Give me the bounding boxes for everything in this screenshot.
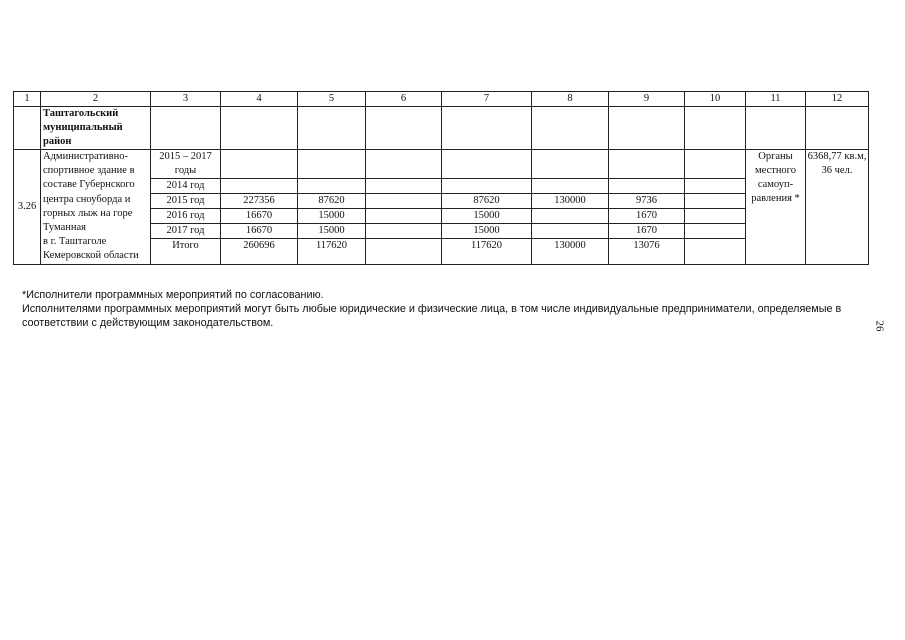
col-header: 9 <box>609 92 685 107</box>
footnote-1: *Исполнители программных мероприятий по согласованию. <box>22 289 324 301</box>
period-cell: 2015 – 2017 годы <box>151 150 221 179</box>
table-row: 2017 год 16670 15000 15000 1670 <box>14 224 869 239</box>
executor-cell: Органы местного самоуп- равления * <box>746 150 806 265</box>
district-row <box>14 107 869 150</box>
col-header: 2 <box>41 92 151 107</box>
period-cell: 2014 год <box>151 179 221 194</box>
col-header: 3 <box>151 92 221 107</box>
col-header: 12 <box>806 92 869 107</box>
footnote-2: Исполнителями программных мероприятий могут быть любые юридические и физические лица, в том числе индивидуальные предприниматели, определяемые в соответствии с действующим законодательством. <box>22 303 842 329</box>
period-cell: Итого <box>151 239 221 265</box>
footnotes <box>22 288 857 330</box>
col-header: 10 <box>685 92 746 107</box>
col-header: 8 <box>532 92 609 107</box>
table-row: 2015 год 227356 87620 87620 130000 9736 <box>14 194 869 209</box>
district-name: Таштагольский муниципальный район <box>41 107 151 150</box>
column-number-row <box>14 92 869 107</box>
capacity-cell: 6368,77 кв.м, 36 чел. <box>806 150 869 265</box>
col-header: 11 <box>746 92 806 107</box>
page-number: 26 <box>873 320 886 332</box>
col-header: 5 <box>298 92 366 107</box>
table-row: 2016 год 16670 15000 15000 1670 <box>14 209 869 224</box>
item-number: 3.26 <box>14 150 41 265</box>
program-table <box>13 91 869 265</box>
period-cell: 2016 год <box>151 209 221 224</box>
period-cell: 2017 год <box>151 224 221 239</box>
total-row: Итого 260696 117620 117620 130000 13076 <box>14 239 869 265</box>
period-cell: 2015 год <box>151 194 221 209</box>
col-header: 7 <box>442 92 532 107</box>
item-name: Административно- спортивное здание в составе Губернского центра сноуборда и горных лыж на горе Туманная в г. Таштаголе Кемеровской области <box>41 150 151 265</box>
col-header: 1 <box>14 92 41 107</box>
col-header: 6 <box>366 92 442 107</box>
col-header: 4 <box>221 92 298 107</box>
table-row <box>14 150 869 179</box>
